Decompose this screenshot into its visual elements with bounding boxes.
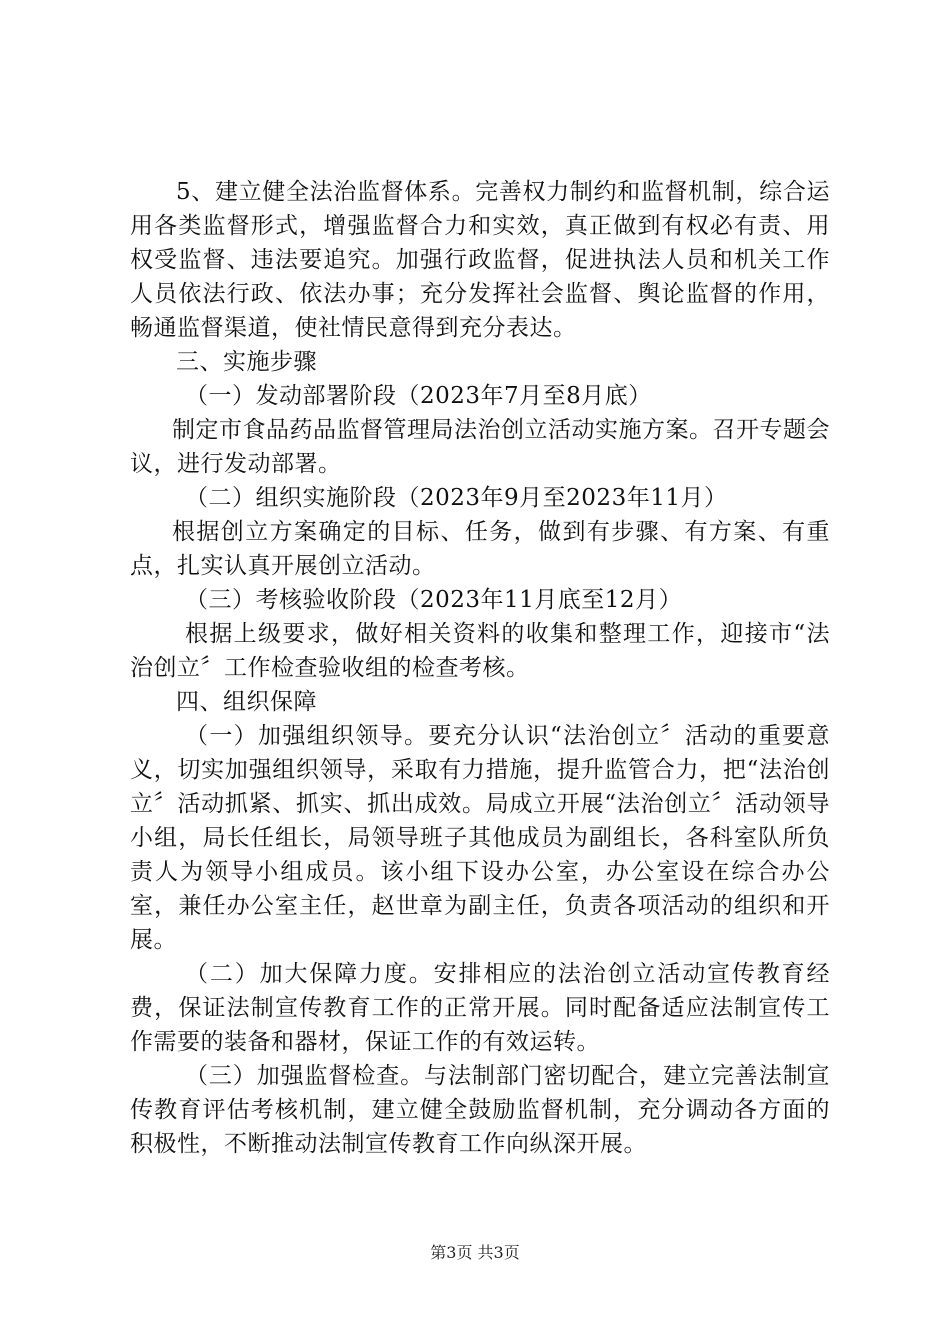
subheading-implementation-stage: （二）组织实施阶段（2023年9月至2023年11月） <box>185 485 728 511</box>
page-number-footer: 第3页 共3页 <box>430 1243 520 1262</box>
heading-organizational-guarantee: 四、组织保障 <box>176 689 317 715</box>
paragraph-implementation-detail: 根据创立方案确定的目标、任务，做到有步骤、有方案、有重点，扎实认真开展创立活动。 <box>130 519 830 579</box>
paragraph-mobilization-detail: 制定市食品药品监督管理局法治创立活动实施方案。召开专题会议，进行发动部署。 <box>130 417 830 477</box>
paragraph-strengthen-leadership: （一）加强组织领导。要充分认识“法治创立〞活动的重要意义，切实加强组织领导，采取有力措施，提升监管合力，把“法治创立〞活动抓紧、抓实、抓出成效。局成立开展“法治创立〞活动领导小组，局长任组长，局领导班子其他成员为副组长，各科室队所负责人为领导小组成员。该小组下设办公室，办公室设在综合办公室，兼任办公室主任，赵世章为副主任，负责各项活动的组织和开展。 <box>130 723 830 953</box>
paragraph-acceptance-detail: 根据上级要求，做好相关资料的收集和整理工作，迎接市“法治创立〞工作检查验收组的检查考核。 <box>130 621 830 681</box>
subheading-mobilization-stage: （一）发动部署阶段（2023年7月至8月底） <box>185 383 652 409</box>
paragraph-supervision-inspection: （三）加强监督检查。与法制部门密切配合，建立完善法制宣传教育评估考核机制，建立健全鼓励监督机制，充分调动各方面的积极性，不断推动法制宣传教育工作向纵深开展。 <box>130 1063 830 1157</box>
paragraph-increase-support: （二）加大保障力度。安排相应的法治创立活动宣传教育经费，保证法制宣传教育工作的正常开展。同时配备适应法制宣传工作需要的装备和器材，保证工作的有效运转。 <box>130 961 830 1055</box>
heading-implementation-steps: 三、实施步骤 <box>176 349 317 375</box>
document-body <box>130 175 830 1161</box>
paragraph-supervision-system: 5、建立健全法治监督体系。完善权力制约和监督机制，综合运用各类监督形式，增强监督合力和实效，真正做到有权必有责、用权受监督、违法要追究。加强行政监督，促进执法人员和机关工作人员依法行政、依法办事；充分发挥社会监督、舆论监督的作用，畅通监督渠道，使社情民意得到充分表达。 <box>130 179 830 341</box>
subheading-acceptance-stage: （三）考核验收阶段（2023年11月底至12月） <box>185 587 683 613</box>
